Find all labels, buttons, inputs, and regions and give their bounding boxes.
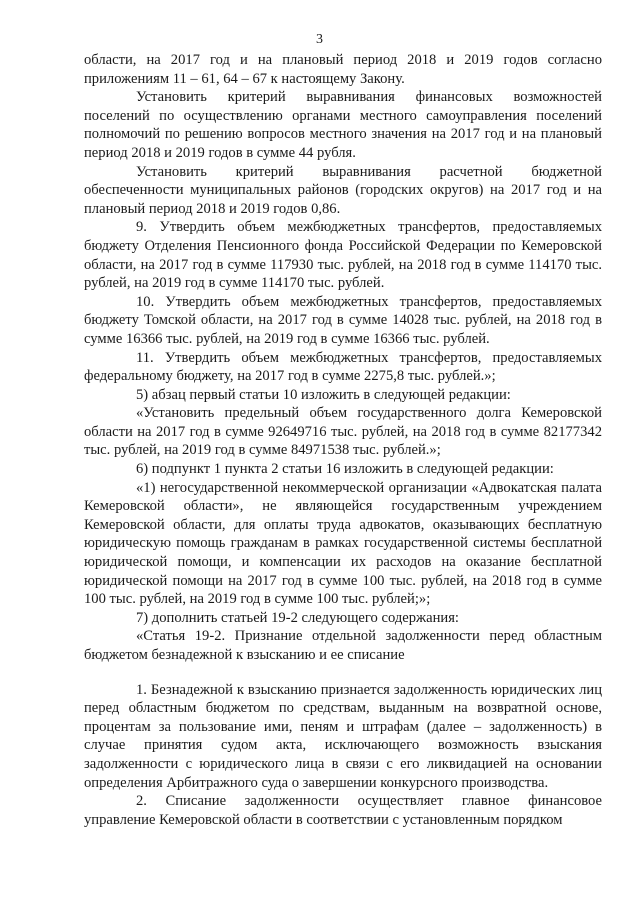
paragraph: 5) абзац первый статьи 10 изложить в следующей редакции: [136,386,511,403]
document-body [84,51,602,829]
paragraph: «1) негосударственной некоммерческой организации «Адвокатская палата Кемеровской области», не являющейся государственным учреждением Кемеровской области, для оплаты труда адвокатов, оказывающих бесплатную юридическую помощь гражданам в рамках государственной системы бесплатной юридической помощи, и компенсации их расходов на оказание бесплатной юридической помощи на 2017 год в сумме 100 тыс. рублей, на 2018 год в сумме 100 тыс. рублей, на 2019 год в сумме 100 тыс. рублей;»; [84,479,602,608]
paragraph: «Установить предельный объем государственного долга Кемеровской области на 2017 год в сумме 92649716 тыс. рублей, на 2018 год в сумме 82177342 тыс. рублей, на 2019 год в сумме 84971538 тыс. рублей.»; [84,405,602,459]
paragraph: 10. Утвердить объем межбюджетных трансфертов, предоставляемых бюджету Томской области, на 2017 год в сумме 14028 тыс. рублей, на 2018 год в сумме 16366 тыс. рублей, на 2019 год в сумме 16366 тыс. рублей. [84,293,602,347]
paragraph: 1. Безнадежной к взысканию признается задолженность юридических лиц перед областным бюджетом по средствам, выданным на возвратной основе, процентам за пользование ими, пеням и штрафам (далее – задолженность) в случае принятия судом акта, исключающего возможность взыскания задолженности с юридического лица в связи с его ликвидацией на основании определения Арбитражного суда о завершении конкурсного производства. [84,681,602,791]
paragraph: 6) подпункт 1 пункта 2 статьи 16 изложить в следующей редакции: [136,461,554,478]
page-number: 3 [316,32,323,47]
article-heading: «Статья 19-2. Признание отдельной задолженности перед областным бюджетом безнадежной к взысканию и ее списание [84,628,602,663]
paragraph: области, на 2017 год и на плановый период 2018 и 2019 годов согласно приложениям 11 – 61, 64 – 67 к настоящему Закону. [84,52,602,87]
paragraph: 7) дополнить статьей 19-2 следующего содержания: [136,609,459,626]
paragraph: 11. Утвердить объем межбюджетных трансфертов, предоставляемых федеральному бюджету, на 2017 год в сумме 2275,8 тыс. рублей.»; [84,349,602,385]
paragraph: 2. Списание задолженности осуществляет главное финансовое управление Кемеровской области в соответствии с установленным порядком [84,793,602,828]
paragraph: 9. Утвердить объем межбюджетных трансфертов, предоставляемых бюджету Отделения Пенсионного фонда Российской Федерации по Кемеровской области, на 2017 год в сумме 117930 тыс. рублей, на 2018 год в сумме 114170 тыс. рублей, на 2019 год в сумме 114170 тыс. рублей. [84,219,602,292]
paragraph: Установить критерий выравнивания расчетной бюджетной обеспеченности муниципальных районов (городских округов) на 2017 год и на плановый период 2018 и 2019 годов 0,86. [84,163,602,217]
paragraph: Установить критерий выравнивания финансовых возможностей поселений по осуществлению органами местного самоуправления поселений полномочий по решению вопросов местного значения на 2017 год и на плановый период 2018 и 2019 годов в сумме 44 рубля. [84,89,602,161]
